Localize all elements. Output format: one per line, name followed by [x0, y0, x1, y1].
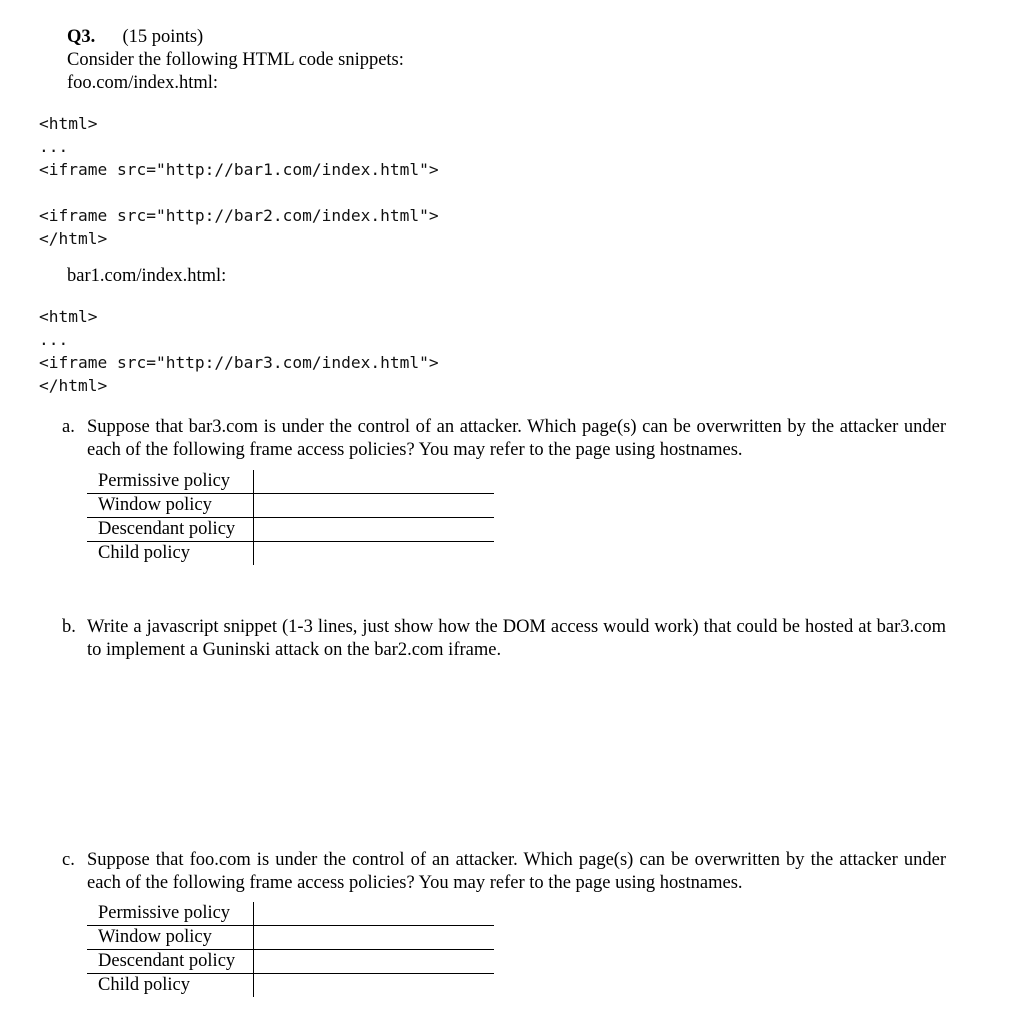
code1-line-1: <html>	[39, 114, 98, 133]
part-a-text: Suppose that bar3.com is under the control of an attacker. Which page(s) can be overwritten by the attacker under each of the following frame access policies? You may refer to the page using hostnames.	[87, 417, 946, 460]
answer-cell	[254, 542, 495, 566]
part-c-policy-table	[87, 902, 494, 997]
policy-label: Permissive policy	[87, 902, 254, 926]
table-row	[87, 542, 494, 566]
code2-line-1: <html>	[39, 307, 98, 326]
code2-line-2: ...	[39, 330, 69, 349]
code1-line-2: ...	[39, 137, 69, 156]
part-b-text: Write a javascript snippet (1-3 lines, just show how the DOM access would work) that could be hosted at bar3.com to implement a Guninski attack on the bar2.com iframe.	[87, 617, 946, 660]
answer-cell	[254, 974, 495, 998]
policy-label: Window policy	[87, 494, 254, 518]
part-c-marker: c.	[62, 850, 75, 870]
answer-cell	[254, 494, 495, 518]
code1-line-3: <iframe src="http://bar1.com/index.html">	[39, 160, 439, 179]
code2-line-3: <iframe src="http://bar3.com/index.html">	[39, 353, 439, 372]
code1-line-5: <iframe src="http://bar2.com/index.html">	[39, 206, 439, 225]
file2-name: bar1.com/index.html:	[67, 266, 227, 286]
table-row	[87, 926, 494, 950]
policy-label: Child policy	[87, 974, 254, 998]
answer-cell	[254, 902, 495, 926]
policy-label: Descendant policy	[87, 950, 254, 974]
part-a-policy-table	[87, 470, 494, 565]
part-b	[62, 616, 946, 662]
question-intro: Consider the following HTML code snippets:	[67, 50, 404, 70]
part-a-marker: a.	[62, 417, 75, 437]
file1-name: foo.com/index.html:	[67, 73, 219, 93]
part-a	[62, 416, 946, 462]
table-row	[87, 494, 494, 518]
table-row	[87, 470, 494, 494]
answer-cell	[254, 470, 495, 494]
part-b-marker: b.	[62, 617, 76, 637]
table-row	[87, 974, 494, 998]
code2-line-4: </html>	[39, 376, 108, 395]
code1-line-6: </html>	[39, 229, 108, 248]
question-header	[67, 26, 203, 49]
table-row	[87, 518, 494, 542]
question-points: (15 points)	[122, 27, 204, 47]
policy-label: Window policy	[87, 926, 254, 950]
table-row	[87, 950, 494, 974]
answer-cell	[254, 926, 495, 950]
question-number: Q3.	[67, 27, 96, 47]
part-c-text: Suppose that foo.com is under the control of an attacker. Which page(s) can be overwritten by the attacker under each of the following frame access policies? You may refer to the page using hostnames.	[87, 850, 946, 893]
policy-label: Permissive policy	[87, 470, 254, 494]
policy-label: Descendant policy	[87, 518, 254, 542]
policy-label: Child policy	[87, 542, 254, 566]
part-c	[62, 849, 946, 895]
answer-cell	[254, 950, 495, 974]
table-row	[87, 902, 494, 926]
answer-cell	[254, 518, 495, 542]
